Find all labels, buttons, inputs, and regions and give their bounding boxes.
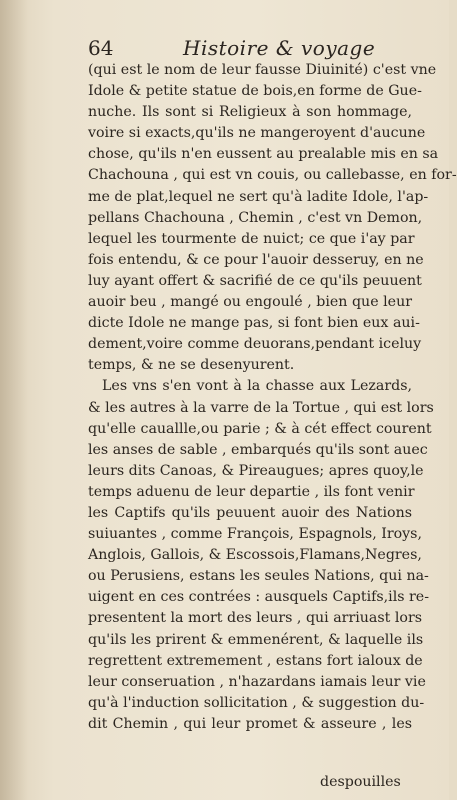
text-line: ou Perusiens, estans les seules Nations, qui na-: [88, 568, 429, 585]
text-line: chose, qu'ils n'en eussent au prealable mis en sa: [88, 146, 439, 163]
text-line: luy ayant offert & sacrifié de ce qu'ils peuuent: [88, 272, 422, 289]
text-line: leurs dits Canoas, & Pireaugues; apres quoy,le: [88, 462, 424, 479]
text-line: Les vns s'en vont à la chasse aux Lezards,: [102, 378, 412, 395]
text-line: uigent en ces contrées : ausquels Captifs,ils re-: [88, 589, 429, 606]
text-line: pellans Chachouna , Chemin , c'est vn Demon,: [88, 209, 423, 226]
text-line: Chachouna , qui est vn couis, ou callebasse, en for-: [88, 167, 457, 184]
text-line: Anglois, Gallois, & Escossois,Flamans,Negres,: [88, 547, 422, 564]
text-line: leur conseruation , n'hazardans iamais leur vie: [88, 673, 426, 690]
running-title: Histoire & voyage: [183, 36, 376, 60]
text-line: temps aduenu de leur departie , ils font venir: [88, 483, 415, 500]
text-line: dicte Idole ne mange pas, si font bien eux aui-: [88, 315, 420, 332]
text-line: regrettent extremement , estans fort ialoux de: [88, 652, 423, 669]
body-text: [88, 60, 457, 735]
text-line: (qui est le nom de leur fausse Diuinité) c'est vne: [88, 62, 437, 78]
text-line: dement,voire comme deuorans,pendant iceluy: [88, 336, 422, 353]
text-line: qu'elle cauallle,ou parie ; & à cét effect courent: [88, 420, 432, 437]
text-line: les anses de sable , embarqués qu'ils sont auec: [88, 441, 428, 458]
text-line: auoir beu , mangé ou engoulé , bien que leur: [88, 294, 412, 311]
text-line: qu'ils les prirent & emmenérent, & laquelle ils: [88, 631, 424, 648]
text-line: qu'à l'induction sollicitation , & suggestion du-: [88, 694, 425, 711]
text-line: presentent la mort des leurs , qui arriuast lors: [88, 610, 423, 627]
text-line: fois entendu, & ce pour l'auoir desseruy, en ne: [88, 251, 424, 268]
gutter-shadow: [0, 0, 28, 800]
text-line: dit Chemin , qui leur promet & asseure , les: [88, 715, 412, 732]
text-line: Idole & petite statue de bois,en forme de Gue-: [88, 83, 422, 100]
text-line: les Captifs qu'ils peuuent auoir des Nations: [88, 504, 412, 521]
catchword: despouilles: [320, 774, 401, 790]
text-line: me de plat,lequel ne sert qu'à ladite Idole, l'ap-: [88, 188, 429, 205]
text-line: lequel les tourmente de nuict; ce que i'ay par: [88, 230, 415, 247]
text-line: nuche. Ils sont si Religieux à son hommage,: [88, 104, 412, 121]
text-line: temps, & ne se desenyurent.: [88, 357, 295, 374]
text-line: voire si exacts,qu'ils ne mangeroyent d'aucune: [88, 125, 426, 142]
text-line: & les autres à la varre de la Tortue , qui est lors: [88, 399, 434, 416]
text-line: suiuantes , comme François, Espagnols, Iroys,: [88, 526, 422, 543]
page-number: 64: [88, 36, 114, 60]
page-header: [88, 36, 419, 62]
